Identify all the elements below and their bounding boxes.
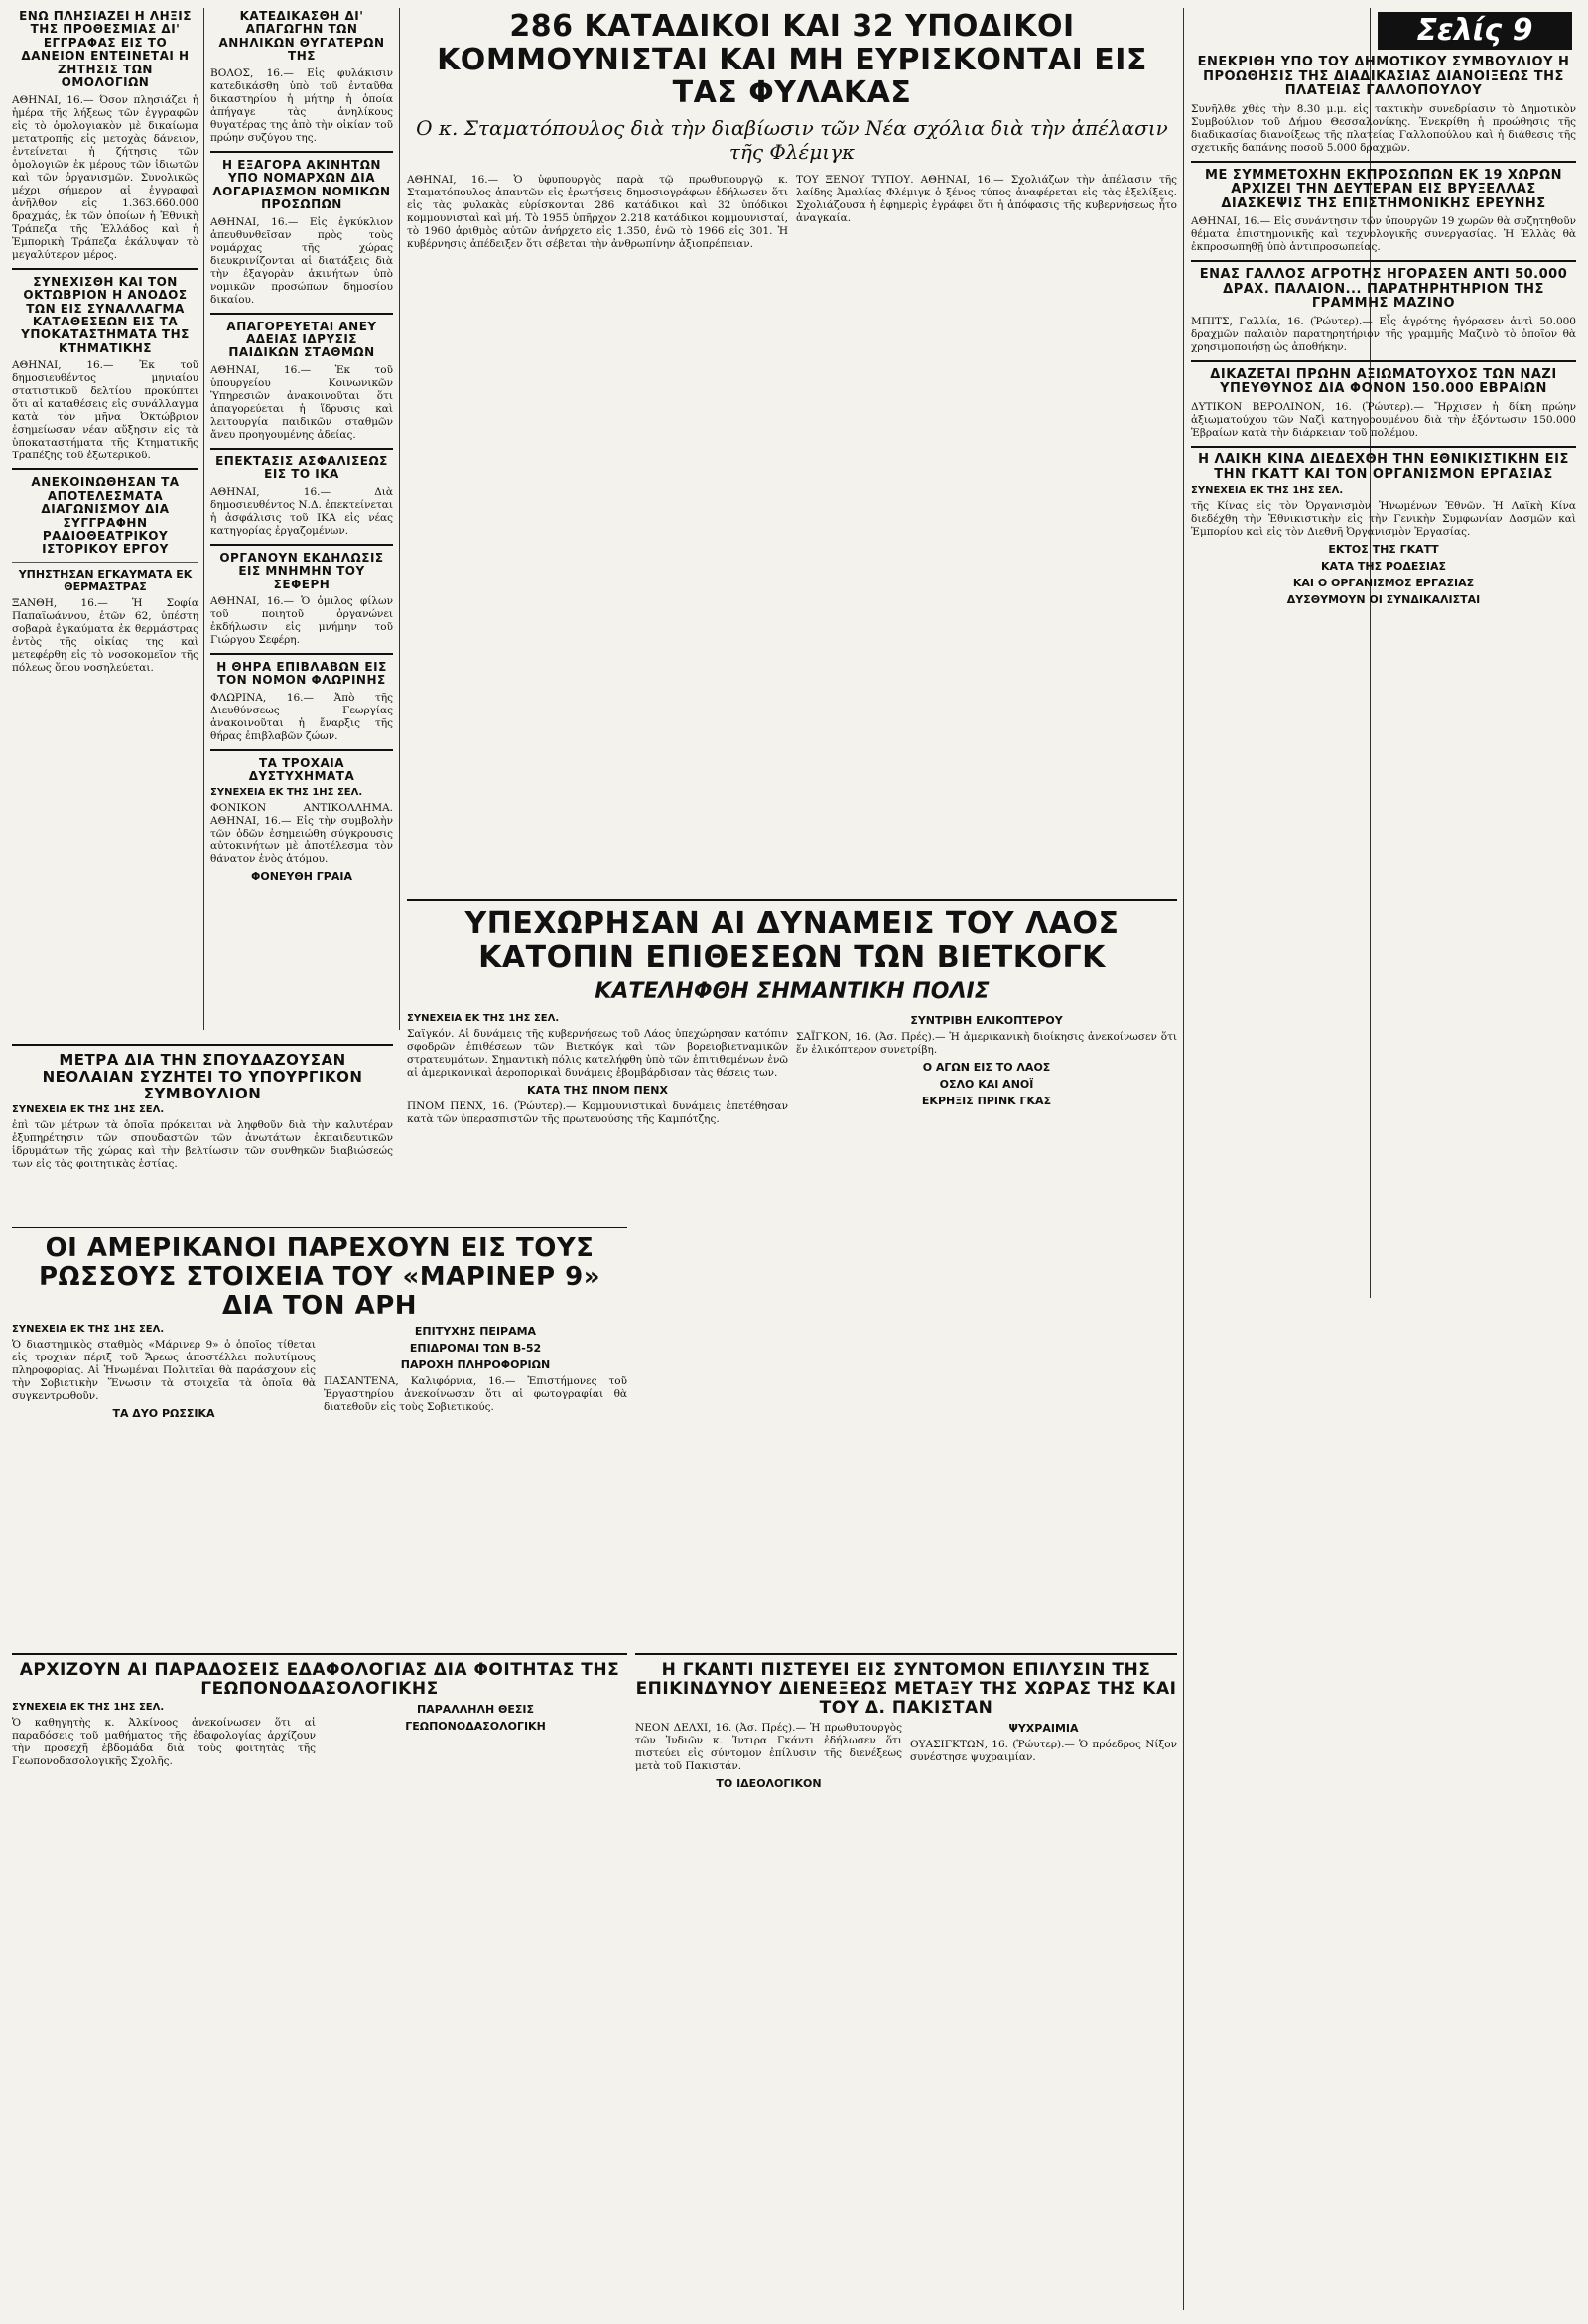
divider — [12, 468, 198, 470]
subhead-b52: ΕΠΙΔΡΟΜΑΙ ΤΩΝ Β-52 — [409, 1342, 542, 1356]
subhead-two-russian: ΤΑ ΔΥΟ ΡΩΣΣΙΚΑ — [112, 1407, 215, 1421]
divider — [210, 313, 393, 315]
headline-maginot: ΕΝΑΣ ΓΑΛΛΟΣ ΑΓΡΟΤΗΣ ΗΓΟΡΑΣΕΝ ΑΝΤΙ 50.000 ΔΡΑΧ. ΠΑΛΑΙΟΝ... ΠΑΡΑΤΗΡΗΤΗΡΙΟΝ ΤΗΣ ΓΡΑΜΜΗΣ ΜΑΖΙΝΟ — [1199, 267, 1568, 312]
divider — [12, 562, 198, 563]
column-right — [1191, 56, 1576, 2308]
article-florina-hunt: ΦΛΩΡΙΝΑ, 16.— Ἀπὸ τῆς Διευθύνσεως Γεωργίας ἀνακοινοῦται ἡ ἔναρξις τῆς θήρας ἐπιβλαβῶν ζώων. — [210, 691, 393, 742]
subhead-experiment: ΕΠΙΤΥΧΗΣ ΠΕΙΡΑΜΑ — [414, 1325, 537, 1339]
column-second — [210, 10, 393, 1032]
headline-radio-theatre: ΑΝΕΚΟΙΝΩΘΗΣΑΝ ΤΑ ΑΠΟΤΕΛΕΣΜΑΤΑ ΔΙΑΓΩΝΙΣΜΟΥ ΔΙΑ ΣΥΓΓΡΑΦΗΝ ΡΑΔΙΟΘΕΑΤΡΙΚΟΥ ΙΣΤΟΡΙΚΟΥ ΕΡΓΟΥ — [31, 475, 180, 557]
article-gandhi: ΝΕΟΝ ΔΕΛΧΙ, 16. (Ἀσ. Πρές).— Ἡ πρωθυπουργὸς τῶν Ἰνδιῶν κ. Ἰντιρα Γκάντι ἐδήλωσεν ὅτι πιστεύει εἰς σύντομον ἐπίλυσιν τῆς διενέξεως μετὰ τοῦ Πακιστάν. — [635, 1722, 902, 1773]
subhead-oslo-hanoi: ΟΣΛΟ ΚΑΙ ΑΝΟΪ — [939, 1078, 1034, 1092]
article-nazi-trial: ΔΥΤΙΚΟΝ ΒΕΡΟΛΙΝΟΝ, 16. (Ῥώυτερ).— Ἤρχισεν ἡ δίκη πρώην ἀξιωματούχου τῶν Ναζὶ κατηγορουμένου διὰ τὴν ἐξόντωσιν 150.000 Ἑβραίων κατὰ τὴν διάρκειαν τοῦ πολέμου. — [1191, 401, 1576, 440]
article-china-gatt: τῆς Κίνας εἰς τὸν Ὀργανισμὸν Ἡνωμένων Ἐθνῶν. Ἡ Λαϊκὴ Κίνα διεδέχθη τὴν Ἐθνικιστικὴν εἰς τὴν Γενικὴν Συμφωνίαν Δασμῶν καὶ Ἐμπορίου καὶ εἰς τὸν Διεθνῆ Ὀργανισμὸν Ἐργασίας. — [1191, 500, 1576, 539]
headline-laos: ΥΠΕΧΩΡΗΣΑΝ ΑΙ ΔΥΝΑΜΕΙΣ ΤΟΥ ΛΑΟΣ ΚΑΤΟΠΙΝ ΕΠΙΘΕΣΕΩΝ ΤΩΝ ΒΙΕΤΚΟΓΚ — [464, 906, 1120, 974]
article-calm: ΟΥΑΣΙΓΚΤΩΝ, 16. (Ῥώυτερ).— Ὁ πρόεδρος Νίξον συνέστησε ψυχραιμίαν. — [910, 1739, 1177, 1764]
headline-china-gatt: Η ΛΑΙΚΗ ΚΙΝΑ ΔΙΕΔΕΧΘΗ ΤΗΝ ΕΘΝΙΚΙΣΤΙΚΗΝ ΕΙΣ ΤΗΝ ΓΚΑΤΤ ΚΑΙ ΤΟΝ ΟΡΓΑΝΙΣΜΟΝ ΕΡΓΑΣΙΑΣ — [1198, 452, 1569, 482]
headline-soil: ΑΡΧΙΖΟΥΝ ΑΙ ΠΑΡΑΔΟΣΕΙΣ ΕΔΑΦΟΛΟΓΙΑΣ ΔΙΑ ΦΟΙΤΗΤΑΣ ΤΗΣ ΓΕΩΠΟΝΟΔΑΣΟΛΟΓΙΚΗΣ — [19, 1660, 620, 1700]
divider — [210, 544, 393, 546]
headline-abduction: ΚΑΤΕΔΙΚΑΣΘΗ ΔΙ' ΑΠΑΓΩΓΗΝ ΤΩΝ ΑΝΗΛΙΚΩΝ ΘΥΓΑΤΕΡΩΝ ΤΗΣ — [218, 9, 385, 64]
subhead-helicopter: ΣΥΝΤΡΙΒΗ ΕΛΙΚΟΠΤΕΡΟΥ — [910, 1014, 1063, 1028]
headline-students: ΜΕΤΡΑ ΔΙΑ ΤΗΝ ΣΠΟΥΔΑΖΟΥΣΑΝ ΝΕΟΛΑΙΑΝ ΣΥΖΗΤΕΙ ΤΟ ΥΠΟΥΡΓΙΚΟΝ ΣΥΜΒΟΥΛΙΟΝ — [42, 1051, 363, 1102]
column-rule — [203, 8, 204, 1030]
subhead-phnom-penh: ΚΑΤΑ ΤΗΣ ΠΝΟΜ ΠΕΝΧ — [527, 1084, 668, 1097]
headline-nazi-trial: ΔΙΚΑΖΕΤΑΙ ΠΡΩΗΝ ΑΞΙΩΜΑΤΟΥΧΟΣ ΤΩΝ ΝΑΖΙ ΥΠΕΥΘΥΝΟΣ ΔΙΑ ΦΟΝΟΝ 150.000 ΕΒΡΑΙΩΝ — [1210, 366, 1557, 397]
divider — [210, 448, 393, 450]
headline-bond-loan: ΕΝΩ ΠΛΗΣΙΑΖΕΙ Η ΛΗΞΙΣ ΤΗΣ ΠΡΟΘΕΣΜΙΑΣ ΔΙ' ΕΓΓΡΑΦΑΣ ΕΙΣ ΤΟ ΔΑΝΕΙΟΝ ΕΝΤΕΙΝΕΤΑΙ Η ΖΗΤΗΣΙΣ ΤΩΝ ΟΜΟΛΟΓΙΩΝ — [19, 9, 192, 90]
subhead-rhodesia: ΚΑΤΑ ΤΗΣ ΡΟΔΕΣΙΑΣ — [1320, 560, 1446, 574]
divider — [1191, 360, 1576, 362]
article-ika: ΑΘΗΝΑΙ, 16.— Διὰ δημοσιευθέντος Ν.Δ. ἐπεκτείνεται ἡ ἀσφάλισις τοῦ ΙΚΑ εἰς νέας κατηγορίας ἐργαζομένων. — [210, 485, 393, 537]
soil-block — [12, 1647, 627, 2312]
divider — [12, 1653, 627, 1655]
subhead-laos-struggle: Ο ΑΓΩΝ ΕΙΣ ΤΟ ΛΑΟΣ — [922, 1061, 1051, 1075]
divider — [1191, 446, 1576, 448]
article-soil: Ὁ καθηγητὴς κ. Ἀλκίνοος ἀνεκοίνωσεν ὅτι αἱ παραδόσεις τοῦ μαθήματος τῆς ἐδαφολογίας ἀρχίζουν τὴν προσεχῆ ἑβδομάδα διὰ τοὺς φοιτητὰς τῆς Γεωπονοδασολογικῆς Σχολῆς. — [12, 1717, 316, 1768]
article-traffic: ΦΟΝΙΚΟΝ ΑΝΤΙΚΟΛΛΗΜΑ. ΑΘΗΝΑΙ, 16.— Εἰς τὴν συμβολὴν τῶν ὁδῶν ἐσημειώθη σύγκρουσις αὐτοκινήτων μὲ ἀποτέλεσμα τὸν θάνατον ἑνὸς ἀτόμου. — [210, 801, 393, 865]
mariner-block — [12, 1221, 627, 1637]
article-real-estate: ΑΘΗΝΑΙ, 16.— Εἰς ἐγκύκλιον ἀπευθυνθεῖσαν πρὸς τοὺς νομάρχας τῆς χώρας διευκρινίζονται αἱ διατάξεις διὰ τὴν ἐξαγορὰν ἀκινήτων ὑπὸ νομικῶν προσώπων δημοσίου δικαίου. — [210, 215, 393, 306]
headline-brussels: ΜΕ ΣΥΜΜΕΤΟΧΗΝ ΕΚΠΡΟΣΩΠΩΝ ΕΚ 19 ΧΩΡΩΝ ΑΡΧΙΖΕΙ ΤΗΝ ΔΕΥΤΕΡΑΝ ΕΙΣ ΒΡΥΞΕΛΛΑΣ ΔΙΑΣΚΕΨΙΣ ΤΗΣ ΕΠΙΣΤΗΜΟΝΙΚΗΣ ΕΡΕΥΝΗΣ — [1205, 167, 1562, 211]
article-nurseries: ΑΘΗΝΑΙ, 16.— Ἐκ τοῦ ὑπουργείου Κοινωνικῶν Ὑπηρεσιῶν ἀνακοινοῦται ὅτι ἀπαγορεύεται ἡ ἵδρυσις καὶ λειτουργία παιδικῶν σταθμῶν ἄνευ προηγουμένης ἀδείας. — [210, 363, 393, 441]
column-rule — [399, 8, 400, 1030]
gandhi-block — [635, 1647, 1177, 2312]
column-left — [12, 10, 198, 1032]
headline-nurseries: ΑΠΑΓΟΡΕΥΕΤΑΙ ΑΝΕΥ ΑΔΕΙΑΣ ΙΔΡΥΣΙΣ ΠΑΙΔΙΚΩΝ ΣΤΑΘΜΩΝ — [226, 319, 377, 360]
divider — [1191, 260, 1576, 262]
headline-seferis: ΟΡΓΑΝΟΥΝ ΕΚΔΗΛΩΣΙΣ ΕΙΣ ΜΝΗΜΗΝ ΤΟΥ ΣΕΦΕΡΗ — [219, 550, 384, 591]
continued-label: ΣΥΝΕΧΕΙΑ ΕΚ ΤΗΣ 1ΗΣ ΣΕΛ. — [210, 786, 363, 798]
headline-real-estate: Η ΕΞΑΓΟΡΑ ΑΚΙΝΗΤΩΝ ΥΠΟ ΝΟΜΑΡΧΩΝ ΔΙΑ ΛΟΓΑΡΙΑΣΜΟΝ ΝΟΜΙΚΩΝ ΠΡΟΣΩΠΩΝ — [212, 157, 391, 212]
article-info: ΠΑΣΑΝΤΕΝΑ, Καλιφόρνια, 16.— Ἐπιστήμονες τοῦ Ἐργαστηρίου ἀνεκοίνωσαν ὅτι αἱ φωτογραφίαι θὰ διατεθοῦν εἰς τοὺς Σοβιετικούς. — [324, 1375, 627, 1414]
subhead-ideological: ΤΟ ΙΔΕΟΛΟΓΙΚΟΝ — [716, 1777, 822, 1791]
subhead-outside-gatt: ΕΚΤΟΣ ΤΗΣ ΓΚΑΤΤ — [1328, 543, 1439, 557]
subhead-calm: ΨΥΧΡΑΙΜΙΑ — [1008, 1722, 1079, 1736]
article-burns: ΞΑΝΘΗ, 16.— Ἡ Σοφία Παπαϊωάννου, ἐτῶν 62, ὑπέστη σοβαρὰ ἐγκαύματα ἐκ θερμάστρας ἐντὸς τῆς οἰκίας της καὶ μετεφέρθη εἰς τὸ νοσοκομεῖον τῆς πόλεως ὅπου νοσηλεύεται. — [12, 596, 198, 674]
article-helicopter: ΣΑΪΓΚΟΝ, 16. (Ἀσ. Πρές).— Ἡ ἀμερικανικὴ διοίκησις ἀνεκοίνωσεν ὅτι ἕν ἐλικόπτερον συνετρίβη. — [796, 1031, 1177, 1057]
article-abduction: ΒΟΛΟΣ, 16.— Εἰς φυλάκισιν κατεδικάσθη ὑπὸ τοῦ ἐνταῦθα δικαστηρίου ἡ μήτηρ ἡ ὁποία ἀπήγαγε τὰς ἀνηλίκους θυγατέρας της ἀπὸ τὴν οἰκίαν τοῦ πρώην συζύγου της. — [210, 66, 393, 144]
divider — [635, 1653, 1177, 1655]
continued-label: ΣΥΝΕΧΕΙΑ ΕΚ ΤΗΣ 1ΗΣ ΣΕΛ. — [12, 1324, 165, 1336]
headline-florina-hunt: Η ΘΗΡΑ ΕΠΙΒΛΑΒΩΝ ΕΙΣ ΤΟΝ ΝΟΜΟΝ ΦΛΩΡΙΝΗΣ — [216, 660, 387, 688]
article-mariner: Ὁ διαστημικὸς σταθμὸς «Μάρινερ 9» ὁ ὁποῖος τίθεται εἰς τροχιὰν πέριξ τοῦ Ἄρεως ἀποστέλλει πολυτίμους πληροφορίας. Αἱ Ἡνωμέναι Πολιτεῖαι θὰ παράσχουν εἰς τὴν Σοβιετικὴν Ἕνωσιν τὰ στοιχεῖα τὰ ὁποῖα θὰ συγκεντρωθοῦν. — [12, 1339, 316, 1403]
subhead-burns: ΥΠΗΣΤΗΣΑΝ ΕΓΚΑΥΜΑΤΑ ΕΚ ΘΕΡΜΑΣΤΡΑΣ — [18, 567, 193, 593]
continued-label: ΣΥΝΕΧΕΙΑ ΕΚ ΤΗΣ 1ΗΣ ΣΕΛ. — [1191, 485, 1344, 497]
divider — [12, 1044, 393, 1046]
subhead-city-captured: ΚΑΤΕΛΗΦΘΗ ΣΗΜΑΝΤΙΚΗ ΠΟΛΙΣ — [595, 979, 990, 1005]
headline-traffic: ΤΑ ΤΡΟΧΑΙΑ ΔΥΣΤΥΧΗΜΑΤΑ — [248, 755, 355, 784]
divider — [1191, 161, 1576, 163]
article-bond-loan: ΑΘΗΝΑΙ, 16.— Όσον πλησιάζει ἡ ἡμέρα τῆς λήξεως τῶν ἐγγραφῶν εἰς τὸ ὁμολογιακὸν μὲ δικαίωμα μετατροπῆς εἰς μετοχὰς δάνειον, ἐντείνεται ἡ ζήτησις τῶν ὁμολογιῶν ἐκ μέρους τῶν ἰδιωτῶν καὶ τῶν ὀργανισμῶν. Συνολικῶς μέχρι σήμερον αἱ ἐγγραφαὶ ἀνῆλθον εἰς 1.363.660.000 δραχμάς, ἐκ τῶν ὁποίων ἡ Ἐθνικὴ Τράπεζα τῆς Ἑλλάδος καὶ ἡ Ἐμπορικὴ Τράπεζα ἐκάλυψαν τὸ μεγαλύτερον μέρος. — [12, 93, 198, 261]
continued-label: ΣΥΝΕΧΕΙΑ ΕΚ ΤΗΣ 1ΗΣ ΣΕΛ. — [12, 1702, 165, 1714]
article-seferis: ΑΘΗΝΑΙ, 16.— Ὁ ὀμιλος φίλων τοῦ ποιητοῦ ὀργανώνει ἐκδήλωσιν εἰς μνήμην τοῦ Γιώργου Σεφέρη. — [210, 595, 393, 646]
article-square: Συνῆλθε χθὲς τὴν 8.30 μ.μ. εἰς τακτικὴν συνεδρίασιν τὸ Δημοτικὸν Συμβούλιον τοῦ Δήμου Θεσσαλονίκης. Ἐνεκρίθη ἡ προώθησις τῆς διαδικασίας διανοίξεως τῆς πλατείας Γαλλοπούλου καὶ ἡ διάθεσις τῆς σχετικῆς δαπάνης ποσοῦ 5.000 δραχμῶν. — [1191, 102, 1576, 154]
article-deposits: ΑΘΗΝΑΙ, 16.— Ἐκ τοῦ δημοσιευθέντος μηνιαίου στατιστικοῦ δελτίου προκύπτει ὅτι αἱ καταθέσεις εἰς συνάλλαγμα κατὰ τὸν μῆνα Ὀκτώβριον ἐσημείωσαν νέαν αὔξησιν εἰς τὰ ὑποκαταστήματα τῆς Κτηματικῆς Τραπέζης τοῦ ἐξωτερικοῦ. — [12, 359, 198, 462]
page-number-badge: Σελίς 9 — [1378, 12, 1572, 50]
article-brussels: ΑΘΗΝΑΙ, 16.— Εἰς συνάντησιν τῶν ὑπουργῶν 19 χωρῶν θὰ συζητηθοῦν θέματα ἐπιστημονικῆς καὶ τεχνολογικῆς συνεργασίας. Ἡ Ἑλλὰς θὰ ἐκπροσωπηθῇ ὑπὸ ἀντιπροσωπείας. — [1191, 215, 1576, 254]
divider — [210, 653, 393, 655]
subhead-ilo: ΚΑΙ Ο ΟΡΓΑΝΙΣΜΟΣ ΕΡΓΑΣΙΑΣ — [1292, 577, 1475, 590]
divider — [407, 899, 1177, 901]
article-students: ἐπὶ τῶν μέτρων τὰ ὁποῖα πρόκειται νὰ ληφθοῦν διὰ τὴν καλυτέραν ἐξυπηρέτησιν τῶν σπουδαστῶν τῶν ἀνωτάτων ἐκπαιδευτικῶν ἱδρυμάτων τῆς χώρας καὶ τὴν βελτίωσιν τῶν συνθηκῶν διαβιώσεώς των εἰς τὰς φοιτητικὰς ἑστίας. — [12, 1119, 393, 1171]
headline-square: ΕΝΕΚΡΙΘΗ ΥΠΟ ΤΟΥ ΔΗΜΟΤΙΚΟΥ ΣΥΜΒΟΥΛΙΟΥ Η ΠΡΟΩΘΗΣΙΣ ΤΗΣ ΔΙΑΔΙΚΑΣΙΑΣ ΔΙΑΝΟΙΞΕΩΣ ΤΗΣ ΠΛΑΤΕΙΑΣ ΓΑΛΛΟΠΟΥΛΟΥ — [1197, 55, 1570, 99]
headline-prisoners: 286 ΚΑΤΑΔΙΚΟΙ ΚΑΙ 32 ΥΠΟΔΙΚΟΙ ΚΟΜΜΟΥΝΙΣΤΑΙ ΚΑΙ ΜΗ ΕΥΡΙΣΚΟΝΤΑΙ ΕΙΣ ΤΑΣ ΦΥΛΑΚΑΣ — [437, 9, 1147, 111]
article-prisoners: ΑΘΗΝΑΙ, 16.— Ὁ ὑφυπουργὸς παρὰ τῷ πρωθυπουργῷ κ. Σταματόπουλος ἀπαντῶν εἰς ἐρωτήσεις δημοσιογράφων ἐδήλωσεν ὅτι εἰς τὰς φυλακὰς εὑρίσκονται 286 κατάδικοι καὶ 32 ὑπόδικοι κομμουνισταὶ καὶ μή. Τὸ 1955 ὑπῆρχον 2.218 κατάδικοι κομμουνισταί, τὸ 1960 ἀριθμὸς αὐτῶν ἀνήρχετο εἰς 1.350, ἐνῶ τὸ 1966 εἰς 301. Ἡ κυβέρνησις ἀπέδειξεν ὅτι σέβεται τὴν ἀνθρωπίνην ἀξιοπρέπειαν. — [407, 173, 788, 250]
divider — [12, 268, 198, 270]
divider — [210, 749, 393, 751]
continued-label: ΣΥΝΕΧΕΙΑ ΕΚ ΤΗΣ 1ΗΣ ΣΕΛ. — [407, 1013, 560, 1025]
headline-deposits: ΣΥΝΕΧΙΣΘΗ ΚΑΙ ΤΟΝ ΟΚΤΩΒΡΙΟΝ Η ΑΝΟΔΟΣ ΤΩΝ ΕΙΣ ΣΥΝΑΛΛΑΓΜΑ ΚΑΤΑΘΕΣΕΩΝ ΕΙΣ ΤΑ ΥΠΟΚΑΤΑΣΤΗΜΑΤΑ ΤΗΣ ΚΤΗΜΑΤΙΚΗΣ — [21, 274, 190, 355]
headline-gandhi: Η ΓΚΑΝΤΙ ΠΙΣΤΕΥΕΙ ΕΙΣ ΣΥΝΤΟΜΟΝ ΕΠΙΛΥΣΙΝ ΤΗΣ ΕΠΙΚΙΝΔΥΝΟΥ ΔΙΕΝΕΞΕΩΣ ΜΕΤΑΞΥ ΤΗΣ ΧΩΡΑΣ ΤΗΣ ΚΑΙ ΤΟΥ Δ. ΠΑΚΙΣΤΑΝ — [635, 1660, 1177, 1719]
subhead-explosion: ΕΚΡΗΞΙΣ ΠΡΙΝΚ ΓΚΑΣ — [921, 1095, 1052, 1108]
subhead-parallel: ΠΑΡΑΛΛΗΛΗ ΘΕΣΙΣ — [416, 1703, 535, 1717]
article-phnom-penh: ΠΝΟΜ ΠΕΝΧ, 16. (Ῥώυτερ).— Κομμουνιστικαὶ δυνάμεις ἐπετέθησαν κατὰ τῶν ὑπερασπιστῶν τῆς πρωτευούσης τῆς Καμπότζης. — [407, 1100, 788, 1126]
article-maginot: ΜΠΙΤΣ, Γαλλία, 16. (Ῥώυτερ).— Εἷς ἀγρότης ἠγόρασεν ἀντὶ 50.000 δραχμῶν παλαιὸν παρατηρητήριον τῆς γραμμῆς Μαζινὸ τὸ ὁποῖον θὰ χρησιμοποιήσῃ ὡς ἀποθήκην. — [1191, 315, 1576, 353]
subhead-old-woman: ΦΟΝΕΥΘΗ ΓΡΑΙΑ — [251, 869, 352, 883]
headline-mariner: ΟΙ ΑΜΕΡΙΚΑΝΟΙ ΠΑΡΕΧΟΥΝ ΕΙΣ ΤΟΥΣ ΡΩΣΣΟΥΣ ΣΤΟΙΧΕΙΑ ΤΟΥ «ΜΑΡΙΝΕΡ 9» ΔΙΑ ΤΟΝ ΑΡΗ — [38, 1233, 601, 1322]
article-fleming: ΤΟΥ ΞΕΝΟΥ ΤΥΠΟΥ. ΑΘΗΝΑΙ, 16.— Σχολιάζων τὴν ἀπέλασιν τῆς λαίδης Ἀμαλίας Φλέμιγκ ὁ ξένος τύπος ἀναφέρεται εἰς τὰς ἐξελίξεις. Σχολιάζουσα ἡ ἐφημερὶς ἐγράφει ὅτι ἡ ἀπόφασις τῆς κυβερνήσεως ἦτο ἀναγκαία. — [796, 173, 1177, 224]
center-lead — [407, 10, 1177, 883]
subhead-info: ΠΑΡΟΧΗ ΠΛΗΡΟΦΟΡΙΩΝ — [400, 1358, 551, 1372]
subhead-school: ΓΕΩΠΟΝΟΔΑΣΟΛΟΓΙΚΗ — [405, 1720, 546, 1734]
students-block — [12, 1038, 393, 1171]
subhead-unionists: ΔΥΣΘΥΜΟΥΝ ΟΙ ΣΥΝΔΙΚΑΛΙΣΤΑΙ — [1286, 593, 1481, 607]
headline-ika: ΕΠΕΚΤΑΣΙΣ ΑΣΦΑΛΙΣΕΩΣ ΕΙΣ ΤΟ ΙΚΑ — [215, 453, 388, 482]
divider — [12, 1227, 627, 1228]
subhead-stamatopoulos: Ο κ. Σταματόπουλος διὰ τὴν διαβίωσιν τῶν Νέα σχόλια διὰ τὴν ἀπέλασιν τῆς Φλέμιγκ — [416, 115, 1168, 164]
continued-label: ΣΥΝΕΧΕΙΑ ΕΚ ΤΗΣ 1ΗΣ ΣΕΛ. — [12, 1104, 165, 1116]
column-rule — [1183, 8, 1184, 2310]
article-laos: Σαϊγκόν. Αἱ δυνάμεις τῆς κυβερνήσεως τοῦ Λάος ὑπεχώρησαν κατόπιν σφοδρῶν ἐπιθέσεων τῶν Βιετκόγκ καὶ τῶν βορειοβιετναμικῶν στρατευμάτων. Σημαντικὴ πόλις κατελήφθη ὑπὸ τῶν ἐπιτιθεμένων ἐνῶ αἱ ἀμερικανικαὶ ἀεροπορικαὶ δυνάμεις ἐβομβάρδισαν τὰς θέσεις των. — [407, 1028, 788, 1080]
divider — [210, 151, 393, 153]
